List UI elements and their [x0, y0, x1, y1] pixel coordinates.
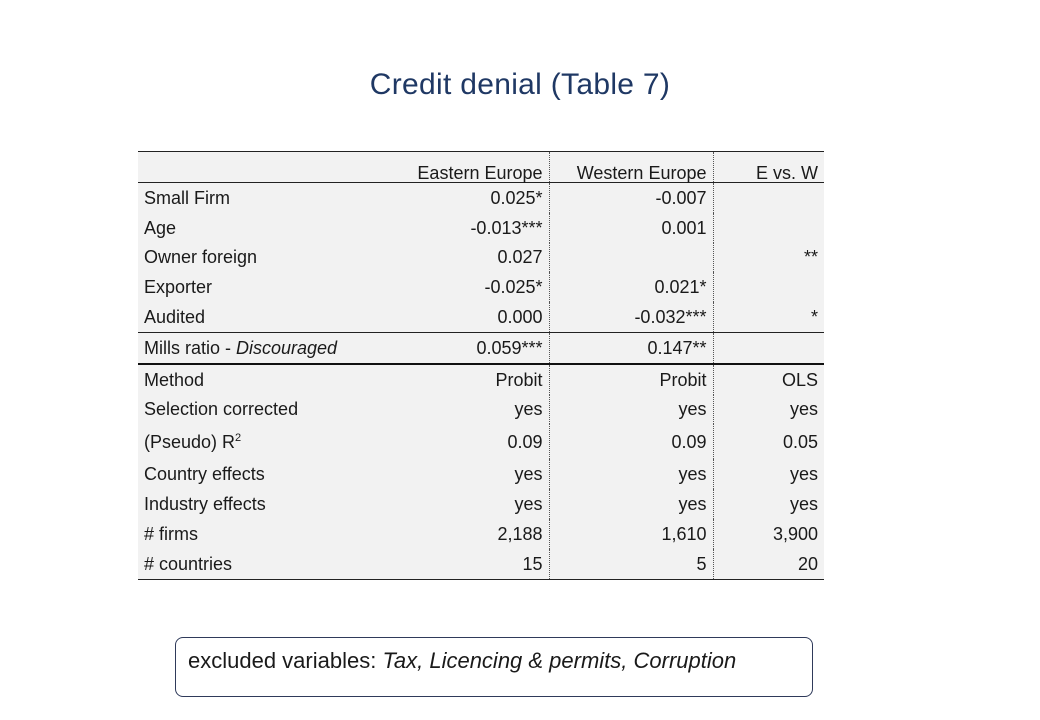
cell-eastern: Probit: [406, 364, 549, 395]
regression-table: [138, 151, 824, 580]
row-label: # firms: [144, 523, 198, 544]
cell-eastern: 2,188: [406, 519, 549, 549]
cell-eastern: yes: [406, 459, 549, 489]
cell-western: -0.032***: [549, 302, 713, 332]
table-row: [138, 424, 824, 459]
cell-e-vs-w: **: [803, 247, 818, 268]
cell-western: 0.021*: [549, 272, 713, 302]
cell-e-vs-w: 20: [713, 549, 824, 579]
excluded-variables-note: [175, 637, 813, 697]
cell-eastern: 0.059***: [406, 332, 549, 363]
header-blank: [138, 152, 406, 183]
cell-western: yes: [549, 395, 713, 425]
cell-western: 1,610: [549, 519, 713, 549]
table-row: [138, 272, 824, 302]
cell-e-vs-w: OLS: [713, 364, 824, 395]
cell-western: [549, 243, 713, 273]
table-row: [138, 213, 824, 243]
table-row: [138, 243, 824, 273]
row-label: Age: [144, 217, 177, 238]
cell-e-vs-w: [713, 213, 824, 243]
header-e-vs-w: E vs. W: [713, 152, 824, 183]
r2-label: (Pseudo) R: [144, 431, 236, 452]
header-eastern-europe: Eastern Europe: [406, 152, 549, 183]
row-label: Exporter: [144, 277, 213, 298]
table-row: [138, 489, 824, 519]
cell-e-vs-w: *: [810, 307, 818, 328]
cell-western: 0.09: [549, 424, 713, 459]
cell-eastern: yes: [406, 489, 549, 519]
table-row: [138, 364, 824, 395]
cell-eastern: -0.025*: [406, 272, 549, 302]
table-row: [138, 549, 824, 579]
cell-eastern: 0.000: [406, 302, 549, 332]
table-row: [138, 519, 824, 549]
cell-e-vs-w: 0.05: [782, 431, 818, 452]
slide-title: Credit denial (Table 7): [369, 68, 671, 101]
cell-e-vs-w: yes: [789, 464, 818, 485]
row-label: Audited: [144, 307, 206, 328]
cell-western: yes: [549, 489, 713, 519]
cell-e-vs-w: [713, 183, 824, 213]
cell-e-vs-w: [713, 272, 824, 302]
row-label: [138, 424, 406, 459]
cell-eastern: 15: [406, 549, 549, 579]
table-row: [138, 459, 824, 489]
row-label: Small Firm: [144, 187, 230, 208]
cell-western: Probit: [549, 364, 713, 395]
cell-western: -0.007: [549, 183, 713, 213]
note-italic: Tax, Licencing & permits, Corruption: [382, 648, 737, 673]
table-row: [138, 395, 824, 425]
mills-label-italic: Discouraged: [236, 337, 338, 358]
cell-eastern: yes: [406, 395, 549, 425]
row-label: Owner foreign: [144, 247, 258, 268]
header-western-europe: Western Europe: [549, 152, 713, 183]
cell-eastern: -0.013***: [406, 213, 549, 243]
mills-ratio-row: [138, 332, 824, 363]
row-label: [138, 332, 406, 363]
note-prefix: excluded variables:: [188, 648, 383, 673]
cell-western: 0.147**: [549, 332, 713, 363]
row-label: Method: [138, 364, 406, 395]
row-label: Industry effects: [144, 494, 266, 515]
cell-eastern: 0.09: [406, 424, 549, 459]
cell-western: 0.001: [549, 213, 713, 243]
row-label: Country effects: [144, 464, 265, 485]
cell-e-vs-w: yes: [789, 494, 818, 515]
table-row: [138, 302, 824, 332]
table-row: [138, 183, 824, 213]
cell-eastern: 0.025*: [406, 183, 549, 213]
row-label: # countries: [138, 549, 406, 579]
r2-superscript: 2: [235, 431, 242, 444]
cell-western: yes: [549, 459, 713, 489]
mills-label-prefix: Mills ratio -: [144, 337, 237, 358]
table-header-row: [138, 152, 824, 183]
cell-e-vs-w: yes: [789, 399, 818, 420]
cell-e-vs-w: [713, 332, 824, 363]
cell-eastern: 0.027: [406, 243, 549, 273]
row-label: Selection corrected: [144, 399, 299, 420]
cell-western: 5: [549, 549, 713, 579]
cell-e-vs-w: 3,900: [772, 523, 818, 544]
